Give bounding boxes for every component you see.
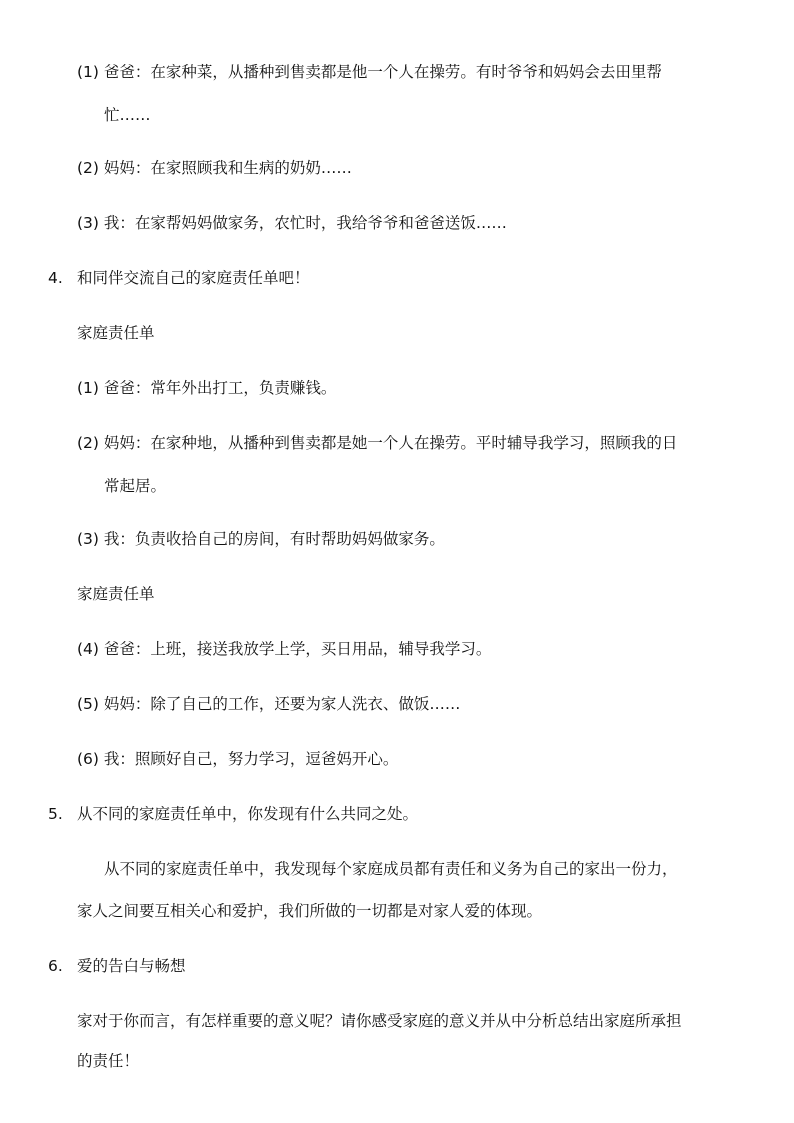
text-line: (1) 爸爸：在家种菜，从播种到售卖都是他一个人在操劳。有时爷爷和妈妈会去田里帮 (77, 63, 662, 81)
text-line: (3) 我：在家帮妈妈做家务，农忙时，我给爷爷和爸爸送饭…… (77, 214, 507, 232)
question-text: 和同伴交流自己的家庭责任单吧！ (77, 269, 310, 287)
question-text: 爱的告白与畅想 (77, 957, 186, 975)
text-line: 家对于你而言，有怎样重要的意义呢？请你感受家庭的意义并从中分析总结出家庭所承担 (77, 1012, 682, 1030)
answer-text: 家人之间要互相关心和爱护，我们所做的一切都是对家人爱的体现。 (77, 902, 543, 920)
text-line: (1) 爸爸：常年外出打工，负责赚钱。 (77, 379, 337, 397)
text-line: (6) 我：照顾好自己，努力学习，逗爸妈开心。 (77, 750, 399, 768)
text-line: 忙…… (104, 106, 151, 124)
text-line: (5) 妈妈：除了自己的工作，还要为家人洗衣、做饭…… (77, 695, 461, 713)
question-number: 5. (48, 805, 63, 823)
question-number: 4. (48, 269, 63, 287)
text-line: 常起居。 (104, 477, 167, 495)
text-line: (4) 爸爸：上班，接送我放学上学，买日用品，辅导我学习。 (77, 640, 492, 658)
question-text: 从不同的家庭责任单中，你发现有什么共同之处。 (77, 805, 419, 823)
section-heading: 家庭责任单 (77, 585, 155, 603)
text-line: (2) 妈妈：在家种地，从播种到售卖都是她一个人在操劳。平时辅导我学习，照顾我的日 (77, 434, 678, 452)
text-line: (3) 我：负责收拾自己的房间，有时帮助妈妈做家务。 (77, 530, 445, 548)
answer-text: 从不同的家庭责任单中，我发现每个家庭成员都有责任和义务为自己的家出一份力， (104, 860, 678, 878)
section-heading: 家庭责任单 (77, 324, 155, 342)
text-line: (2) 妈妈：在家照顾我和生病的奶奶…… (77, 159, 352, 177)
question-number: 6. (48, 957, 63, 975)
text-line: 的责任！ (77, 1052, 140, 1070)
